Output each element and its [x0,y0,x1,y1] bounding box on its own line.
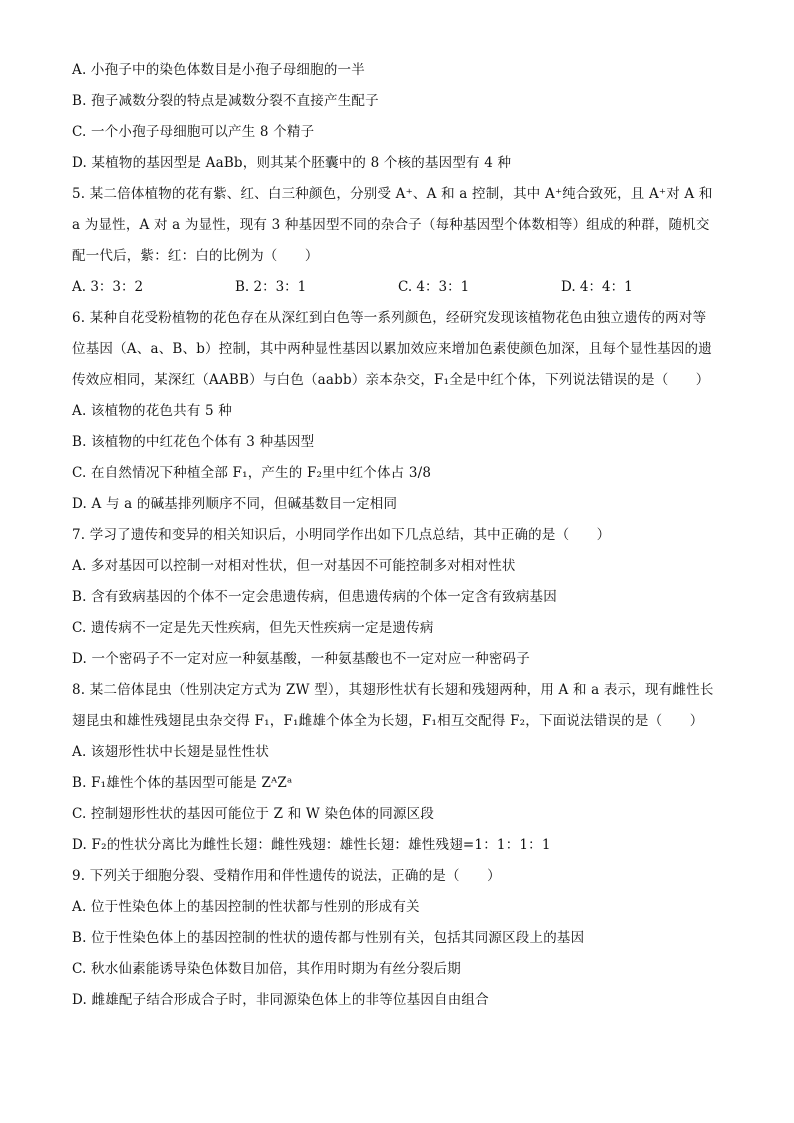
q7-option-d: D. 一个密码子不一定对应一种氨基酸，一种氨基酸也不一定对应一种密码子 [72,651,530,667]
q6-option-c: C. 在自然情况下种植全部 F₁，产生的 F₂里中红个体占 3/8 [72,465,432,481]
question-7 [72,526,724,668]
q9-option-a: A. 位于性染色体上的基因控制的性状都与性别的形成有关 [72,899,420,915]
q6-option-a: A. 该植物的花色共有 5 种 [72,403,233,419]
q5-option-c: C. 4：3：1 [398,279,470,295]
q5-option-b: B. 2：3：1 [235,279,307,295]
q4-option-c: C. 一个小孢子母细胞可以产生 8 个精子 [72,124,315,140]
q9-option-d: D. 雌雄配子结合形成合子时，非同源染色体上的非等位基因自由组合 [72,992,489,1008]
q7-stem-line-1: 7. 学习了遗传和变异的相关知识后，小明同学作出如下几点总结，其中正确的是（ ） [72,527,611,543]
q6-stem-line-2: 位基因（A、a、B、b）控制，其中两种显性基因以累加效应来增加色素使颜色加深，且每个显性基因的遗 [72,341,712,357]
q7-option-c: C. 遗传病不一定是先天性疾病，但先天性疾病一定是遗传病 [72,620,434,636]
question-9 [72,867,724,1009]
q8-option-c: C. 控制翅形性状的基因可能位于 Z 和 W 染色体的同源区段 [72,806,435,822]
q9-option-c: C. 秋水仙素能诱导染色体数目加倍，其作用时期为有丝分裂后期 [72,961,461,977]
q8-option-a: A. 该翅形性状中长翅是显性性状 [72,744,270,760]
question-8 [72,681,724,854]
q4-option-a: A. 小孢子中的染色体数目是小孢子母细胞的一半 [72,62,365,78]
q8-option-b: B. F₁雄性个体的基因型可能是 ZᴬZᵃ [72,775,293,791]
q8-stem-line-2: 翅昆虫和雄性残翅昆虫杂交得 F₁，F₁雌雄个体全为长翅，F₁相互交配得 F₂，下面说法错误的是（ ） [72,713,704,729]
question-4-options [72,61,724,172]
q4-option-b: B. 孢子减数分裂的特点是减数分裂不直接产生配子 [72,93,379,109]
question-6 [72,309,724,513]
q6-option-d: D. A 与 a 的碱基排列顺序不同，但碱基数目一定相同 [72,496,398,512]
q7-option-a: A. 多对基因可以控制一对相对性状，但一对基因不可能控制多对相对性状 [72,558,516,574]
q6-stem-line-1: 6. 某种自花受粉植物的花色存在从深红到白色等一系列颜色，经研究发现该植物花色由独立遗传的两对等 [72,310,707,326]
q5-option-d: D. 4：4：1 [561,279,633,295]
q9-stem-line-1: 9. 下列关于细胞分裂、受精作用和伴性遗传的说法，正确的是（ ） [72,868,501,884]
question-5 [72,185,724,296]
q5-stem-line-1: 5. 某二倍体植物的花有紫、红、白三种颜色，分别受 A⁺、A 和 a 控制，其中 A⁺纯合致死，且 A⁺对 A 和 [72,186,713,202]
q5-option-a: A. 3：3：2 [72,279,144,295]
q5-stem-line-3: 配一代后，紫：红：白的比例为（ ） [72,248,319,264]
q5-stem-line-2: a 为显性，A 对 a 为显性，现有 3 种基因型不同的杂合子（每种基因型个体数相等）组成的种群，随机交 [72,217,710,233]
q6-stem-line-3: 传效应相同，某深红（AABB）与白色（aabb）亲本杂交，F₁全是中红个体，下列说法错误的是（ ） [72,372,710,388]
q6-option-b: B. 该植物的中红花色个体有 3 种基因型 [72,434,315,450]
q9-option-b: B. 位于性染色体上的基因控制的性状的遗传都与性别有关，包括其同源区段上的基因 [72,930,585,946]
q5-options-row [72,278,724,296]
q4-option-d: D. 某植物的基因型是 AaBb，则其某个胚囊中的 8 个核的基因型有 4 种 [72,155,512,171]
q8-stem-line-1: 8. 某二倍体昆虫（性别决定方式为 ZW 型），其翅形性状有长翅和残翅两种，用 A 和 a 表示，现有雌性长 [72,682,714,698]
q7-option-b: B. 含有致病基因的个体不一定会患遗传病，但患遗传病的个体一定含有致病基因 [72,589,557,605]
q8-option-d: D. F₂的性状分离比为雌性长翅：雌性残翅：雄性长翅：雄性残翅=1：1：1：1 [72,837,551,853]
